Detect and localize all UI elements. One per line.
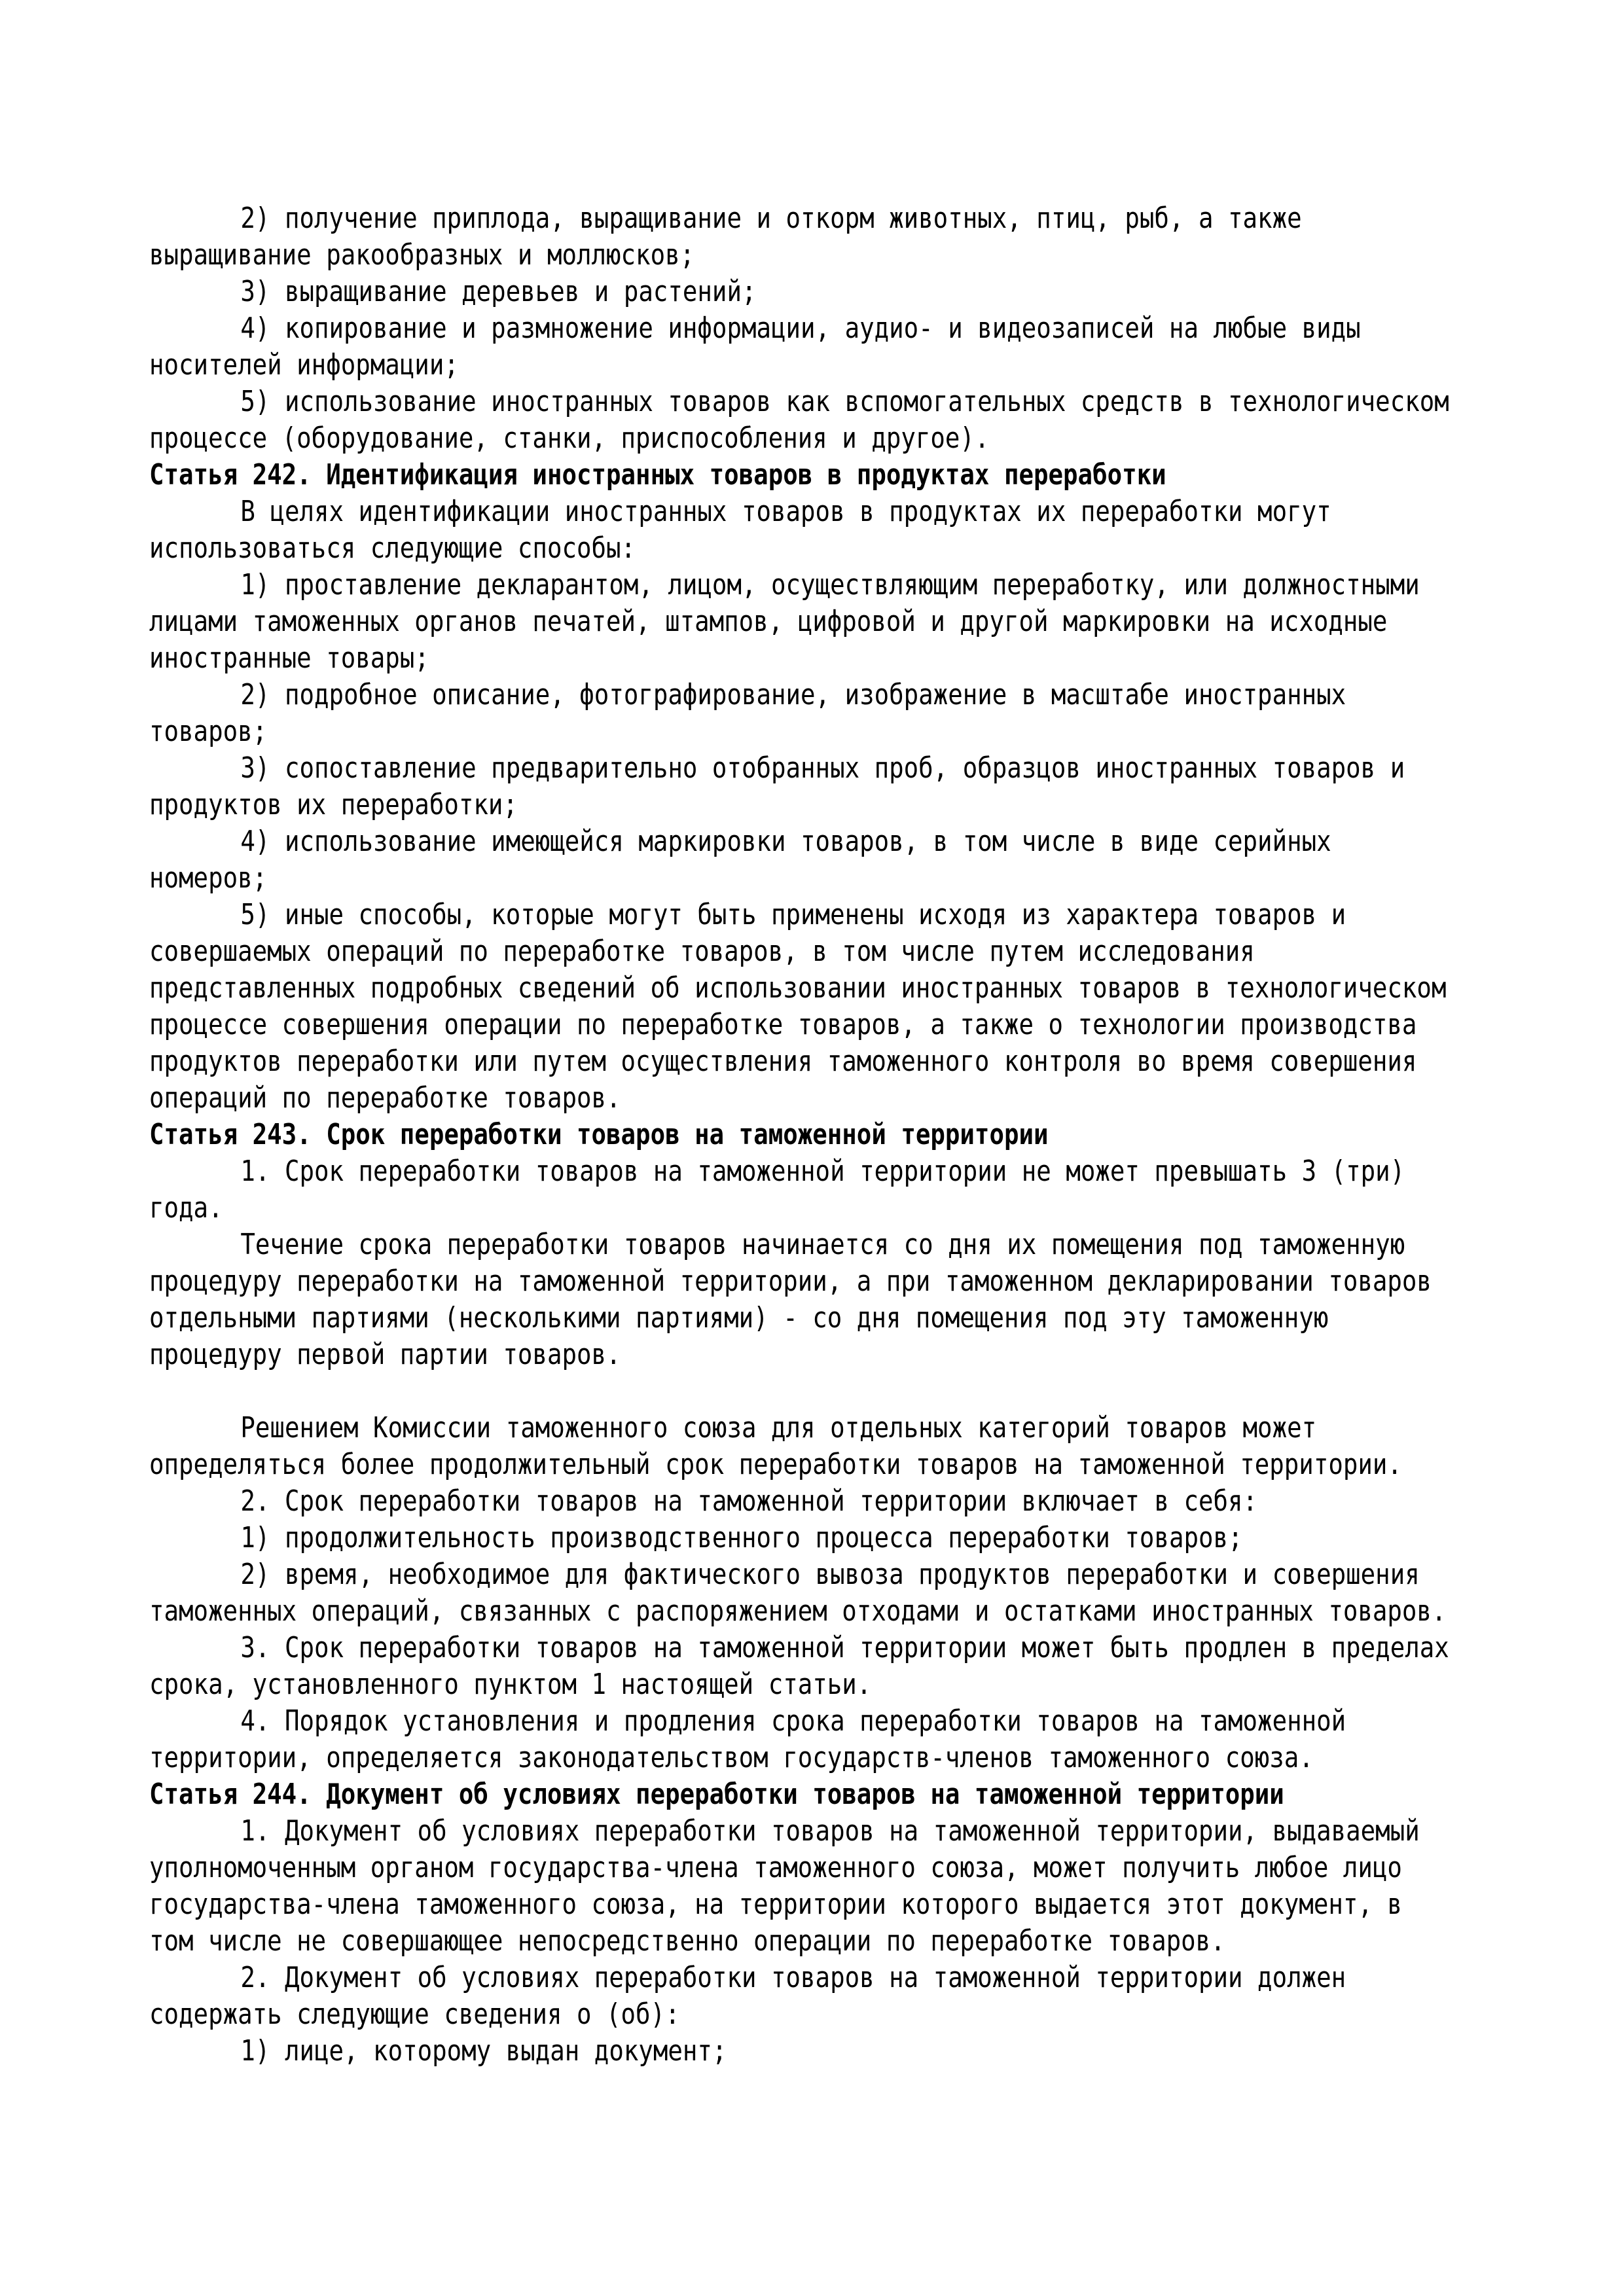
text-line: товаров; — [149, 715, 268, 748]
article-heading: Статья 242. Идентификация иностранных товаров в продуктах переработки — [149, 458, 1166, 492]
text-line: 3) выращивание деревьев и растений; — [240, 275, 757, 308]
text-line: 2. Документ об условиях переработки товаров на таможенной территории должен — [240, 1961, 1346, 1994]
text-line: 1. Документ об условиях переработки товаров на таможенной территории, выдаваемый — [240, 1814, 1420, 1848]
text-line: 3) сопоставление предварительно отобранных проб, образцов иностранных товаров и — [240, 751, 1405, 785]
text-line: В целях идентификации иностранных товаров в продуктах их переработки могут — [240, 495, 1331, 528]
article-heading: Статья 244. Документ об условиях переработки товаров на таможенной территории — [149, 1778, 1284, 1811]
text-line: представленных подробных сведений об использовании иностранных товаров в технологическом — [149, 971, 1447, 1005]
text-line: 2) получение приплода, выращивание и откорм животных, птиц, рыб, а также — [240, 202, 1302, 235]
text-line: 4) использование имеющейся маркировки товаров, в том числе в виде серийных — [240, 825, 1331, 858]
text-line: таможенных операций, связанных с распоряжением отходами и остатками иностранных товаров. — [149, 1594, 1447, 1628]
text-line: совершаемых операций по переработке товаров, в том числе путем исследования — [149, 935, 1255, 968]
text-line: процедуру переработки на таможенной территории, а при таможенном декларировании товаров — [149, 1265, 1432, 1298]
text-line: продуктов их переработки; — [149, 788, 518, 821]
text-line: процессе совершения операции по переработке товаров, а также о технологии производства — [149, 1008, 1417, 1041]
text-line: уполномоченным органом государства-члена таможенного союза, может получить любое лицо — [149, 1851, 1402, 1884]
text-line: 2. Срок переработки товаров на таможенной территории включает в себя: — [240, 1484, 1258, 1518]
article-heading: Статья 243. Срок переработки товаров на таможенной территории — [149, 1118, 1049, 1151]
blank-line — [149, 1373, 1403, 1410]
text-line: 4) копирование и размножение информации, аудио- и видеозаписей на любые виды — [240, 312, 1361, 345]
text-line: территории, определяется законодательством государств-членов таможенного союза. — [149, 1741, 1314, 1774]
text-line: том числе не совершающее непосредственно операции по переработке товаров. — [149, 1924, 1225, 1958]
text-line: Решением Комиссии таможенного союза для отдельных категорий товаров может — [240, 1411, 1317, 1444]
text-line: иностранные товары; — [149, 641, 429, 675]
text-line: определяться более продолжительный срок переработки товаров на таможенной территории. — [149, 1448, 1402, 1481]
text-line: операций по переработке товаров. — [149, 1081, 621, 1115]
text-line: Течение срока переработки товаров начинается со дня их помещения под таможенную — [240, 1228, 1405, 1261]
text-line: использоваться следующие способы: — [149, 531, 636, 565]
text-line: 5) иные способы, которые могут быть применены исходя из характера товаров и — [240, 898, 1346, 931]
text-line: 2) время, необходимое для фактического вывоза продуктов переработки и совершения — [240, 1558, 1420, 1591]
text-line: выращивание ракообразных и моллюсков; — [149, 238, 695, 272]
text-line: 1. Срок переработки товаров на таможенной территории не может превышать 3 (три) — [240, 1155, 1405, 1188]
text-line: продуктов переработки или путем осуществления таможенного контроля во время совершения — [149, 1045, 1417, 1078]
text-line: процессе (оборудование, станки, приспособления и другое). — [149, 422, 990, 455]
text-line: носителей информации; — [149, 348, 459, 382]
text-line: процедуру первой партии товаров. — [149, 1338, 621, 1371]
text-line: 1) проставление декларантом, лицом, осуществляющим переработку, или должностными — [240, 568, 1420, 601]
text-line: 1) продолжительность производственного процесса переработки товаров; — [240, 1521, 1243, 1554]
text-line: 2) подробное описание, фотографирование, изображение в масштабе иностранных — [240, 678, 1346, 711]
text-line: лицами таможенных органов печатей, штампов, цифровой и другой маркировки на исходные — [149, 605, 1388, 638]
text-line: 3. Срок переработки товаров на таможенной территории может быть продлен в пределах — [240, 1631, 1449, 1664]
text-line: отдельными партиями (несколькими партиями) - со дня помещения под эту таможенную — [149, 1301, 1329, 1335]
text-line: содержать следующие сведения о (об): — [149, 1998, 680, 2031]
text-line: 5) использование иностранных товаров как вспомогательных средств в технологическом — [240, 385, 1449, 418]
text-line: государства-члена таможенного союза, на территории которого выдается этот документ, в — [149, 1888, 1402, 1921]
text-line: номеров; — [149, 861, 268, 895]
text-line: года. — [149, 1191, 223, 1225]
text-line: 1) лице, которому выдан документ; — [240, 2034, 727, 2068]
text-line: 4. Порядок установления и продления срока переработки товаров на таможенной — [240, 1704, 1346, 1738]
text-line: срока, установленного пунктом 1 настоящей статьи. — [149, 1668, 872, 1701]
